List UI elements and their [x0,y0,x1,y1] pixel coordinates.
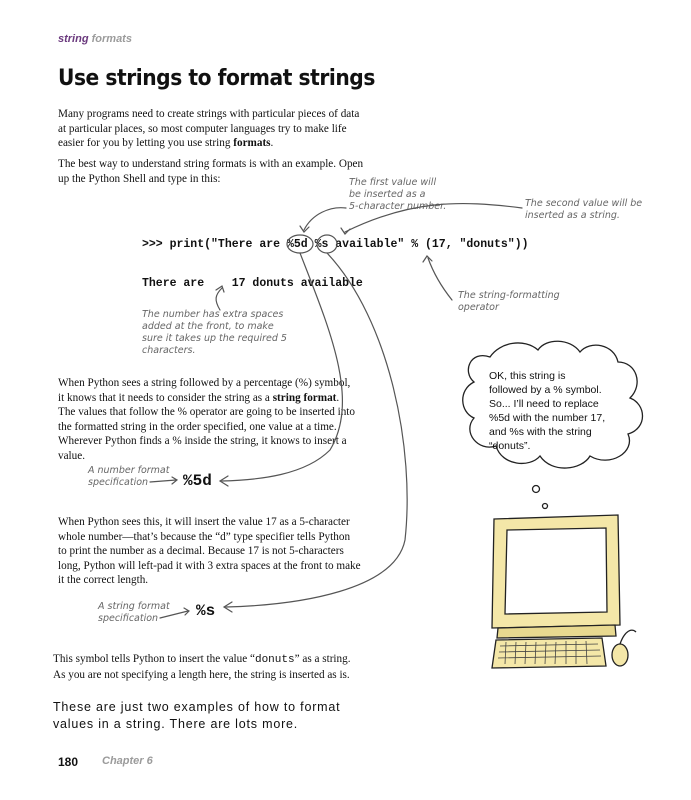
number-explain-line: long, Python will left-pad it with 3 extra spaces at the front to make [58,559,361,572]
number-format-spec: %5d [183,472,212,490]
string-explain-code: donuts [254,654,295,666]
chapter-label: Chapter 6 [102,755,153,767]
string-explain-text: This symbol tells Python to insert the value “ [53,653,255,665]
explanation-line: the formatted string in the order specified, one value at a time. [58,420,337,433]
spec2-circle [314,235,337,253]
number-explain-line: it the correct length. [58,574,149,586]
bubble-dot-small [543,504,548,509]
bubble-dot-large [533,486,540,493]
example-intro-line: up the Python Shell and type in this: [58,172,221,185]
operator-arrow [428,258,452,300]
annotation-line: sure it takes up the required 5 [142,333,287,344]
annotation-line: specification [98,613,159,624]
explanation-text: it knows that it needs to consider the string as a [58,391,273,404]
annotation-line: The second value will be [525,198,643,209]
string-format-spec: %s [196,602,216,620]
annotation-line: characters. [142,345,196,356]
extra-spaces-arrow [216,288,222,310]
bubble-line: followed by a % symbol. [489,384,602,396]
second-value-arrow [345,204,522,232]
explanation-line: The values that follow the % operator are going to be inserted into [58,406,355,418]
annotation-line: specification [88,477,149,488]
number-explain-line: whole number—that’s because the “d” type specifier tells Python [58,530,351,543]
string-spec-hand-arrow [160,611,188,618]
keyboard [492,638,606,668]
explanation-line: value. [58,449,86,462]
bubble-line: %5d with the number 17, [489,412,606,424]
intro-text: . [270,137,274,149]
code-output: There are 17 donuts available [142,277,363,290]
closing-line: values in a string. There are lots more. [53,717,299,731]
annotation-line: A number format [88,465,170,476]
intro-line: Many programs need to create strings with particular pieces of data [58,108,360,120]
string-explain-text: ” as a string. [294,653,351,665]
explanation-bold-term: string format [272,391,337,404]
code-spec-string: %s [314,238,329,251]
string-explain-line: As you are not specifying a length here, the string is inserted as is. [53,668,350,681]
spec1-circle [287,235,313,253]
header-section: formats [91,33,132,45]
explanation-line: When Python sees a string followed by a percentage (%) symbol, [58,377,351,389]
number-explain-line: When Python sees this, it will insert the value 17 as a 5-character [58,516,350,528]
page-title: Use strings to format strings [58,66,375,91]
mouse-cable [620,630,636,644]
annotation-line: The string-formatting [458,290,560,301]
number-spec-hand-arrow [150,480,176,482]
intro-text: easier for you by letting you use string [58,137,234,149]
computer-illustration [492,515,636,668]
annotation-line: inserted as a string. [525,210,620,221]
explanation-line: Wherever Python finds a % inside the string, it knows to insert a [58,435,347,447]
bubble-line: So... I’ll need to replace [489,398,599,410]
annotation-line: A string format [98,601,170,612]
intro-bold-term: formats [233,137,271,149]
code-segment: >>> print("There are [142,238,287,251]
monitor-base [497,625,616,638]
first-value-arrow [304,208,346,230]
code-segment: available" % (17, "donuts")) [328,238,529,251]
thought-bubble-text [489,369,614,453]
monitor-screen [505,528,607,614]
page-number: 180 [58,755,79,769]
annotation-line: operator [458,302,499,313]
annotation-line: The number has extra spaces [142,309,284,320]
bubble-line: “donuts”. [489,440,531,452]
explanation-text: . [336,391,340,404]
closing-line: These are just two examples of how to format [53,700,341,714]
annotation-line: 5-character number. [349,201,447,212]
intro-line: at particular places, so most computer languages try to make life [58,122,347,135]
annotation-line: be inserted as a [349,189,426,200]
annotation-line: The first value will [349,177,437,188]
string-spec-arrow [226,253,407,607]
number-explain-line: to print the number as a decimal. Because 17 is not 5-characters [58,545,344,557]
number-spec-arrow [222,253,342,481]
header-topic: string [58,33,89,45]
code-spec-number: %5d [286,238,308,251]
annotation-line: added at the front, to make [142,321,274,332]
bubble-line: OK, this string is [489,370,566,382]
example-intro-line: The best way to understand string formats is with an example. Open [58,158,364,170]
mouse [612,644,628,666]
bubble-line: and %s with the string [489,426,592,438]
